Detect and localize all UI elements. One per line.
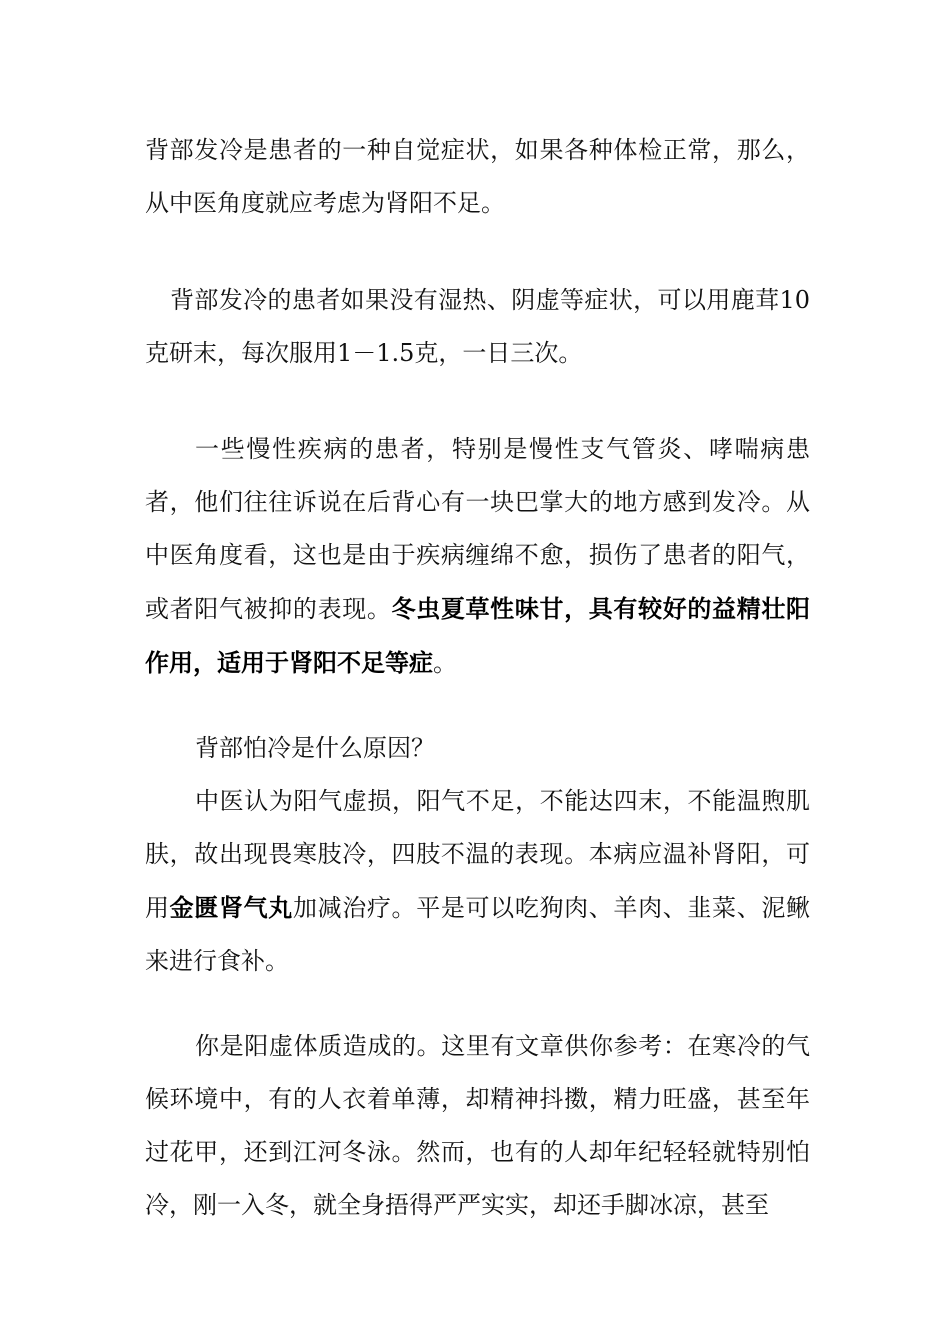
bold-medicine-name: 金匮肾气丸 [169, 893, 293, 922]
paragraph-text: 背部发冷的患者如果没有湿热、阴虚等症状，可以用鹿茸10克研末，每次服用1－1.5克，一日三次。 [145, 286, 810, 367]
paragraph-text: 你是阳虚体质造成的。这里有文章供你参考：在寒冷的气候环境中，有的人衣着单薄，却精神抖擞，精力旺盛，甚至年过花甲，还到江河冬泳。然而，也有的人却年纪轻轻就特别怕冷，刚一入冬，就全身捂得严严实实，却还手脚冰凉，甚至 [145, 1032, 810, 1219]
paragraph-text: 背部发冷是患者的一种自觉症状，如果各种体检正常，那么，从中医角度就应考虑为肾阳不足。 [145, 136, 810, 217]
paragraph-text: 一些慢性疾病的患者，特别是慢性支气管炎、哮喘病患者，他们往往诉说在后背心有一块巴掌大的地方感到发冷。从中医角度看，这也是由于疾病缠绵不愈，损伤了患者的阳气，或者阳气被抑的表现。 [145, 435, 810, 623]
paragraph-text-end: 加减治疗。平是可以吃狗肉、羊肉、韭菜、泥鳅来进行食补。 [145, 894, 811, 975]
bold-cordyceps-note: 冬虫夏草性味甘，具有较好的益精壮阳作用，适用于肾阳不足等症 [145, 594, 811, 677]
paragraph-back-cold-symptom [145, 124, 810, 230]
paragraph-text: 中医认为阳气虚损，阳气不足，不能达四末，不能温煦肌肤，故出现畏寒肢冷，四肢不温的表现。本病应温补肾阳，可用 [145, 787, 810, 922]
paragraph-text-end: 。 [433, 649, 457, 677]
paragraph-yang-deficiency [145, 1020, 810, 1232]
paragraph-tcm-explanation [145, 775, 810, 988]
paragraph-deer-antler-remedy [145, 274, 810, 380]
section-question-heading [145, 722, 810, 775]
paragraph-chronic-disease [145, 423, 810, 690]
question-text: 背部怕冷是什么原因？ [195, 734, 435, 762]
